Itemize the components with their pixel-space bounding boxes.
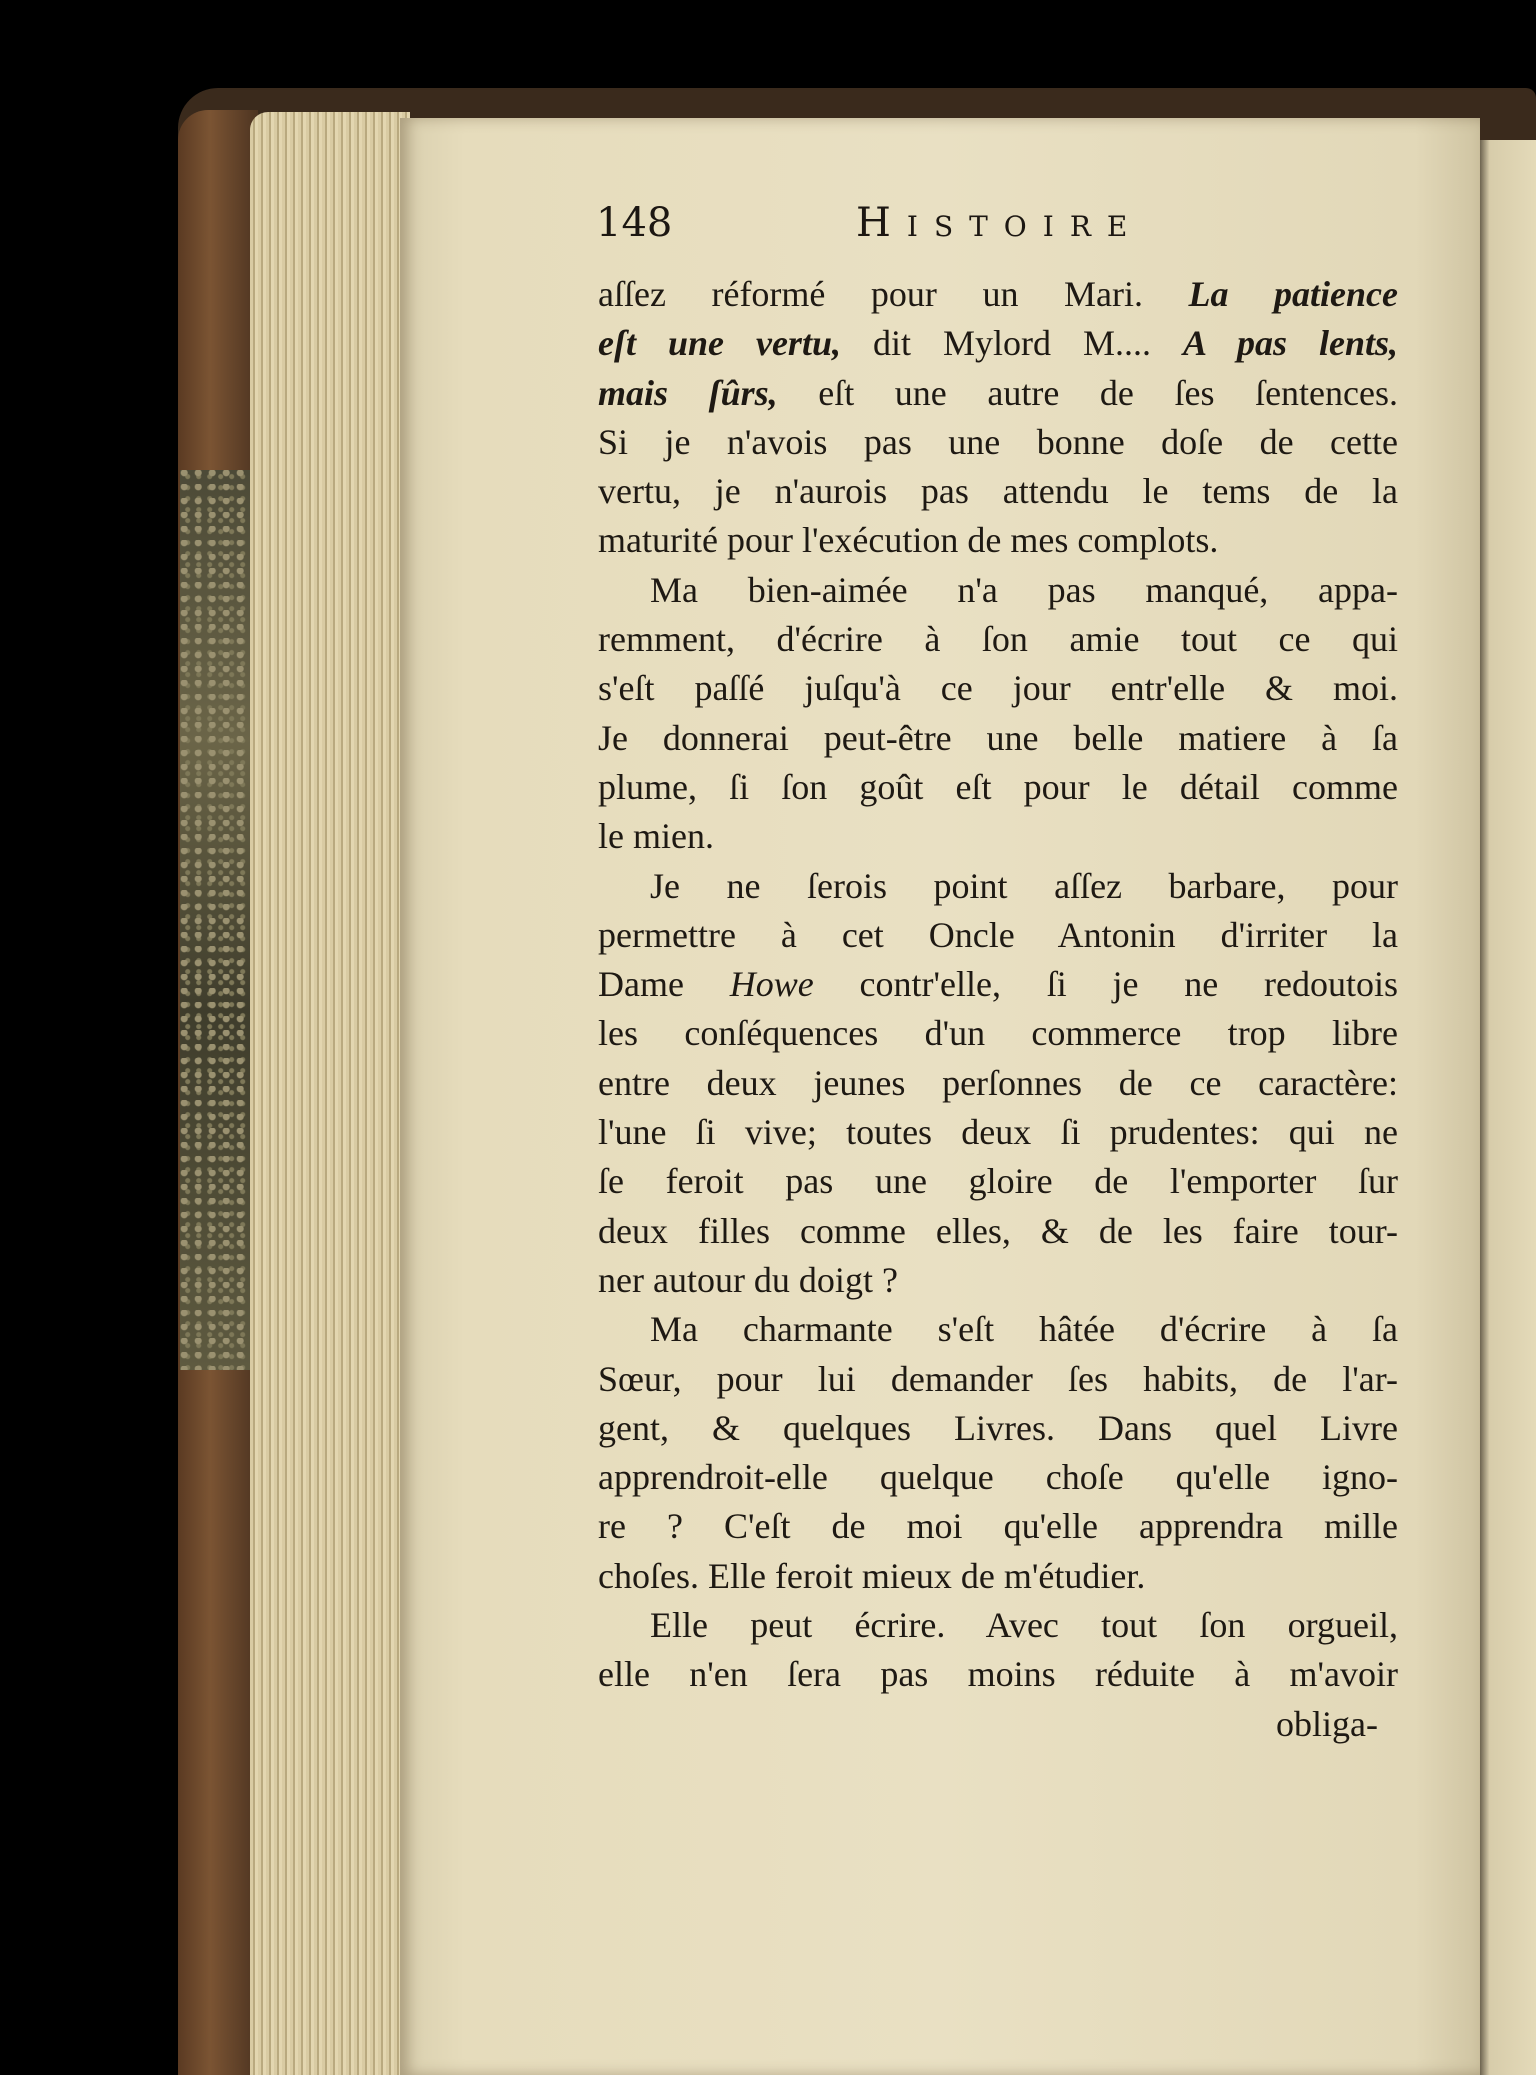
marbled-board [180,470,258,1370]
text-line [598,1650,1398,1699]
text-line [598,1157,1398,1206]
text-segment: gent, & quelques Livres. Dans quel Livre [598,1407,1398,1448]
text-segment: vertu, je n'aurois pas attendu le tems de la [598,471,1398,512]
text-segment: Ma charmante s'eſt hâtée d'écrire à ſa [650,1309,1398,1350]
text-line [598,615,1398,664]
text-line [598,418,1398,467]
text-segment: Ma bien-aimée n'a pas manqué, appa- [650,569,1398,610]
text-segment: Sœur, pour lui demander ſes habits, de l'ar- [598,1358,1398,1399]
catchword: obliga- [1276,1703,1378,1744]
running-head: Histoire [856,200,1144,246]
text-line [598,1108,1398,1157]
text-line [598,763,1398,812]
text-line [598,467,1398,516]
page-edges [250,112,410,2075]
text-line [598,1256,1398,1305]
text-segment: Dame [598,964,730,1005]
text-line [598,1404,1398,1453]
text-segment: mais ſûrs, [598,372,778,413]
text-segment: elle n'en ſera pas moins réduite à m'avoir [598,1654,1398,1695]
text-line [598,319,1398,368]
text-segment: ſe feroit pas une gloire de l'emporter ſur [598,1161,1398,1202]
text-segment: le mien. [598,816,714,857]
text-segment: apprendroit-elle quelque choſe qu'elle igno- [598,1457,1398,1498]
text-line [598,1305,1398,1354]
text-lines [598,270,1398,1700]
page-body-text [598,270,1398,1749]
text-line [598,862,1398,911]
text-segment: eſt une autre de ſes ſentences. [777,372,1398,413]
text-line [598,812,1398,861]
text-line [598,1059,1398,1108]
text-line [598,960,1398,1009]
text-segment: A pas lents, [1182,323,1398,364]
text-line [598,1552,1398,1601]
text-segment: remment, d'écrire à ſon amie tout ce qui [598,619,1398,660]
text-segment: re ? C'eſt de moi qu'elle apprendra mille [598,1506,1398,1547]
text-segment: maturité pour l'exécution de mes complots. [598,520,1219,561]
text-line [598,1601,1398,1650]
text-segment: Si je n'avois pas une bonne doſe de cette [598,421,1398,462]
text-line [598,911,1398,960]
text-line [598,1207,1398,1256]
text-segment: plume, ſi ſon goût eſt pour le détail comme [598,766,1398,807]
page-header [596,200,1156,260]
text-segment: eſt une vertu, [598,323,841,364]
text-line [598,1355,1398,1404]
text-line [598,369,1398,418]
text-line [598,270,1398,319]
text-segment: Elle peut écrire. Avec tout ſon orgueil, [650,1605,1398,1646]
text-segment: ner autour du doigt ? [598,1259,898,1300]
text-line [598,1453,1398,1502]
text-line [598,1502,1398,1551]
text-segment: La patience [1188,274,1398,314]
text-segment: Je ne ſerois point aſſez barbare, pour [650,865,1398,906]
text-segment: Howe [729,964,814,1005]
text-line [598,516,1398,565]
text-segment: s'eſt paſſé juſqu'à ce jour entr'elle & moi. [598,668,1398,709]
text-segment: dit Mylord M.... [840,323,1183,364]
page-number: 148 [596,200,673,246]
text-line [598,664,1398,713]
text-segment: deux filles comme elles, & de les faire tour- [598,1210,1398,1251]
text-segment: l'une ſi vive; toutes deux ſi prudentes: qui ne [598,1112,1398,1153]
text-segment: permettre à cet Oncle Antonin d'irriter la [598,914,1398,955]
text-segment: aſſez réformé pour un Mari. [598,274,1189,314]
text-segment: choſes. Elle feroit mieux de m'étudier. [598,1555,1146,1596]
text-segment: Je donnerai peut-être une belle matiere à ſa [598,717,1398,758]
text-segment: entre deux jeunes perſonnes de ce caractère: [598,1062,1398,1103]
text-line [598,714,1398,763]
text-segment: contr'elle, ſi je ne redoutois [813,964,1399,1005]
facing-page-edge [1474,140,1536,2075]
text-segment: les conſéquences d'un commerce trop libre [598,1013,1398,1054]
text-line [598,1009,1398,1058]
text-line [598,566,1398,615]
